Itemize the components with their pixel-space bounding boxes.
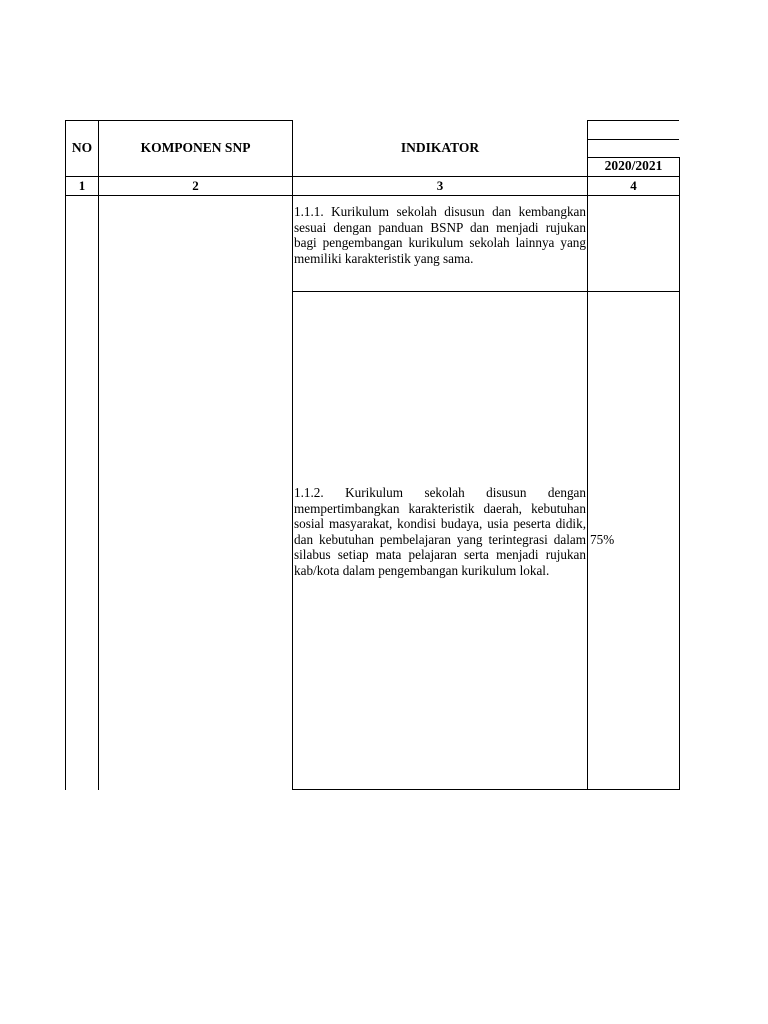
header-indikator: INDIKATOR <box>400 140 480 155</box>
border-year-sub <box>587 139 679 140</box>
column-number-3: 3 <box>436 178 444 193</box>
column-number-4: 4 <box>630 178 637 193</box>
border-no-komponen <box>98 120 99 790</box>
indikator-1-1-1: 1.1.1. Kurikulum sekolah disusun dan kembangkan sesuai dengan panduan BSNP dan menjadi rujukan bagi pengembangan kurikulum sekolah lainnya yang memiliki karakteristik yang sama. <box>294 204 586 266</box>
header-year: 2020/2021 <box>604 158 663 173</box>
border-right <box>679 157 680 790</box>
header-no: NO <box>71 140 93 155</box>
border-bottom <box>292 789 680 790</box>
header-komponen-snp: KOMPONEN SNP <box>140 140 251 155</box>
border-numbers-bottom <box>65 195 680 196</box>
border-top <box>65 120 293 121</box>
indikator-1-1-2: 1.1.2. Kurikulum sekolah disusun dengan mempertimbangkan karakteristik daerah, kebutuhan sosial masyarakat, kondisi budaya, usia peserta didik, dan kebutuhan pembelajaran yang terintegrasi dalam silabus setiap mata pelajaran serta menjadi rujukan kab/kota dalam pengembangan kurikulum lokal. <box>294 485 586 578</box>
row-2-value: 75% <box>590 532 615 547</box>
border-top-year <box>587 120 679 121</box>
border-komponen-indikator <box>292 120 293 790</box>
border-header-bottom <box>65 176 680 177</box>
column-number-2: 2 <box>192 178 199 193</box>
border-indikator-year <box>587 120 588 790</box>
column-number-1: 1 <box>78 178 86 193</box>
border-row1-bottom <box>292 291 680 292</box>
border-left <box>65 120 66 790</box>
